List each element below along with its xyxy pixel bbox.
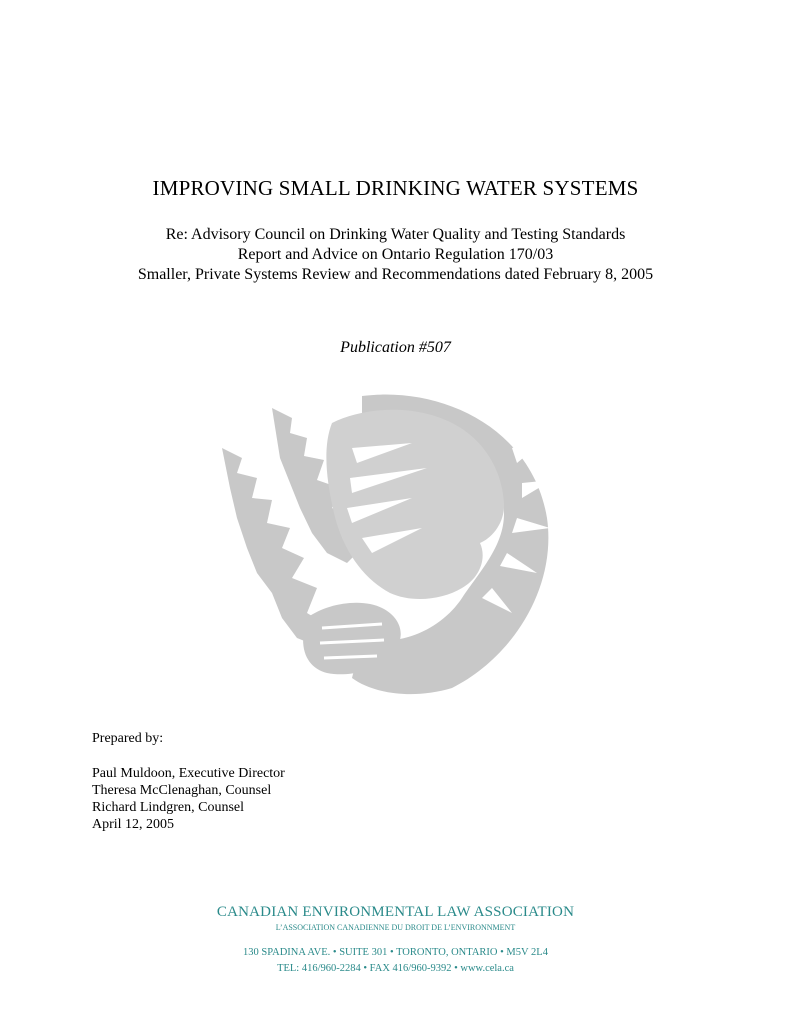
publication-number: Publication #507 — [340, 339, 451, 356]
organization-contact: TEL: 416/960-2284 • FAX 416/960-9392 • www.cela.ca — [277, 963, 514, 974]
organization-name: CANADIAN ENVIRONMENTAL LAW ASSOCIATION — [216, 904, 575, 920]
prepared-by-label: Prepared by: — [92, 731, 164, 746]
re-line-3: Smaller, Private Systems Review and Recommendations dated February 8, 2005 — [137, 266, 654, 283]
organization-address: 130 SPADINA AVE. • SUITE 301 • TORONTO, ONTARIO • M5V 2L4 — [243, 947, 548, 958]
author-line: Theresa McClenaghan, Counsel — [92, 783, 272, 798]
woodcut-face-leaves-emblem-icon — [212, 388, 552, 698]
re-line-2: Report and Advice on Ontario Regulation 170/03 — [237, 246, 554, 263]
re-line-1: Re: Advisory Council on Drinking Water Quality and Testing Standards — [165, 226, 626, 243]
document-date: April 12, 2005 — [92, 817, 175, 832]
author-line: Richard Lindgren, Counsel — [92, 800, 245, 815]
document-title: IMPROVING SMALL DRINKING WATER SYSTEMS — [152, 176, 639, 200]
organization-name-french: L’ASSOCIATION CANADIENNE DU DROIT DE L’ENVIRONNMENT — [275, 923, 516, 932]
author-line: Paul Muldoon, Executive Director — [92, 766, 285, 781]
